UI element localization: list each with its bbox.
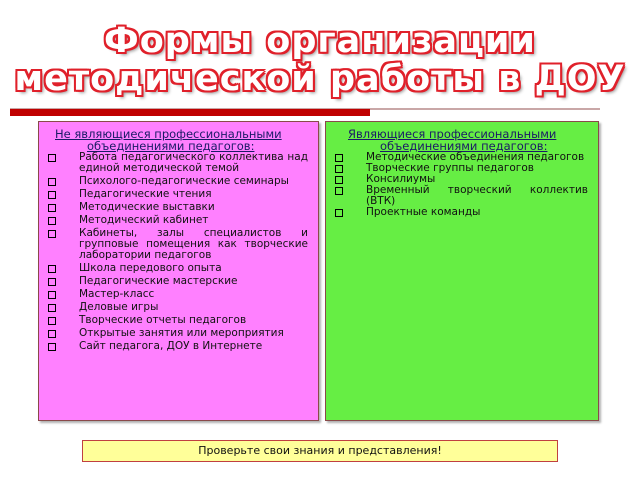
list-item: Методические выставки — [39, 202, 318, 213]
check-knowledge-button[interactable]: Проверьте свои знания и представления! — [82, 440, 558, 462]
list-item: Сайт педагога, ДОУ в Интернете — [39, 341, 318, 352]
list-item: Педагогические мастерские — [39, 276, 318, 287]
left-panel-heading[interactable] — [39, 128, 318, 152]
left-panel-list — [39, 152, 318, 352]
list-item: Открытые занятия или мероприятия — [39, 328, 318, 339]
accent-bar — [10, 109, 370, 116]
left-panel-non-professional — [38, 121, 319, 421]
right-panel-professional — [325, 121, 599, 421]
list-item: Психолого-педагогические семинары — [39, 176, 318, 187]
list-item: Педагогические чтения — [39, 189, 318, 200]
slide-title — [0, 22, 640, 98]
list-item: Школа передового опыта — [39, 263, 318, 274]
right-panel-list — [326, 152, 598, 218]
list-item: Мастер-класс — [39, 289, 318, 300]
slide-title-line2: методической работы в ДОУ — [14, 59, 626, 99]
list-item: Методические объединения педагогов — [326, 152, 598, 163]
list-item: Работа педагогического коллектива над единой методической темой — [39, 152, 318, 174]
list-item: Методический кабинет — [39, 215, 318, 226]
right-panel-heading-line1: Являющиеся профессиональными — [348, 127, 557, 141]
list-item: Деловые игры — [39, 302, 318, 313]
right-panel-heading[interactable] — [326, 128, 598, 152]
list-item: Кабинеты, залы специалистов и групповые помещения как творческие лаборатории педагогов — [39, 228, 318, 261]
slide-title-line1: Формы организации — [104, 21, 536, 61]
list-item: Временный творческий коллектив (ВТК) — [326, 185, 598, 207]
list-item: Творческие группы педагогов — [326, 163, 598, 174]
left-panel-heading-line1: Не являющиеся профессиональными — [55, 127, 282, 141]
list-item: Проектные команды — [326, 207, 598, 218]
right-panel-heading-line2: объединениями педагогов: — [380, 139, 548, 153]
list-item: Творческие отчеты педагогов — [39, 315, 318, 326]
left-panel-heading-line2: объединениями педагогов: — [87, 139, 255, 153]
list-item: Консилиумы — [326, 174, 598, 185]
